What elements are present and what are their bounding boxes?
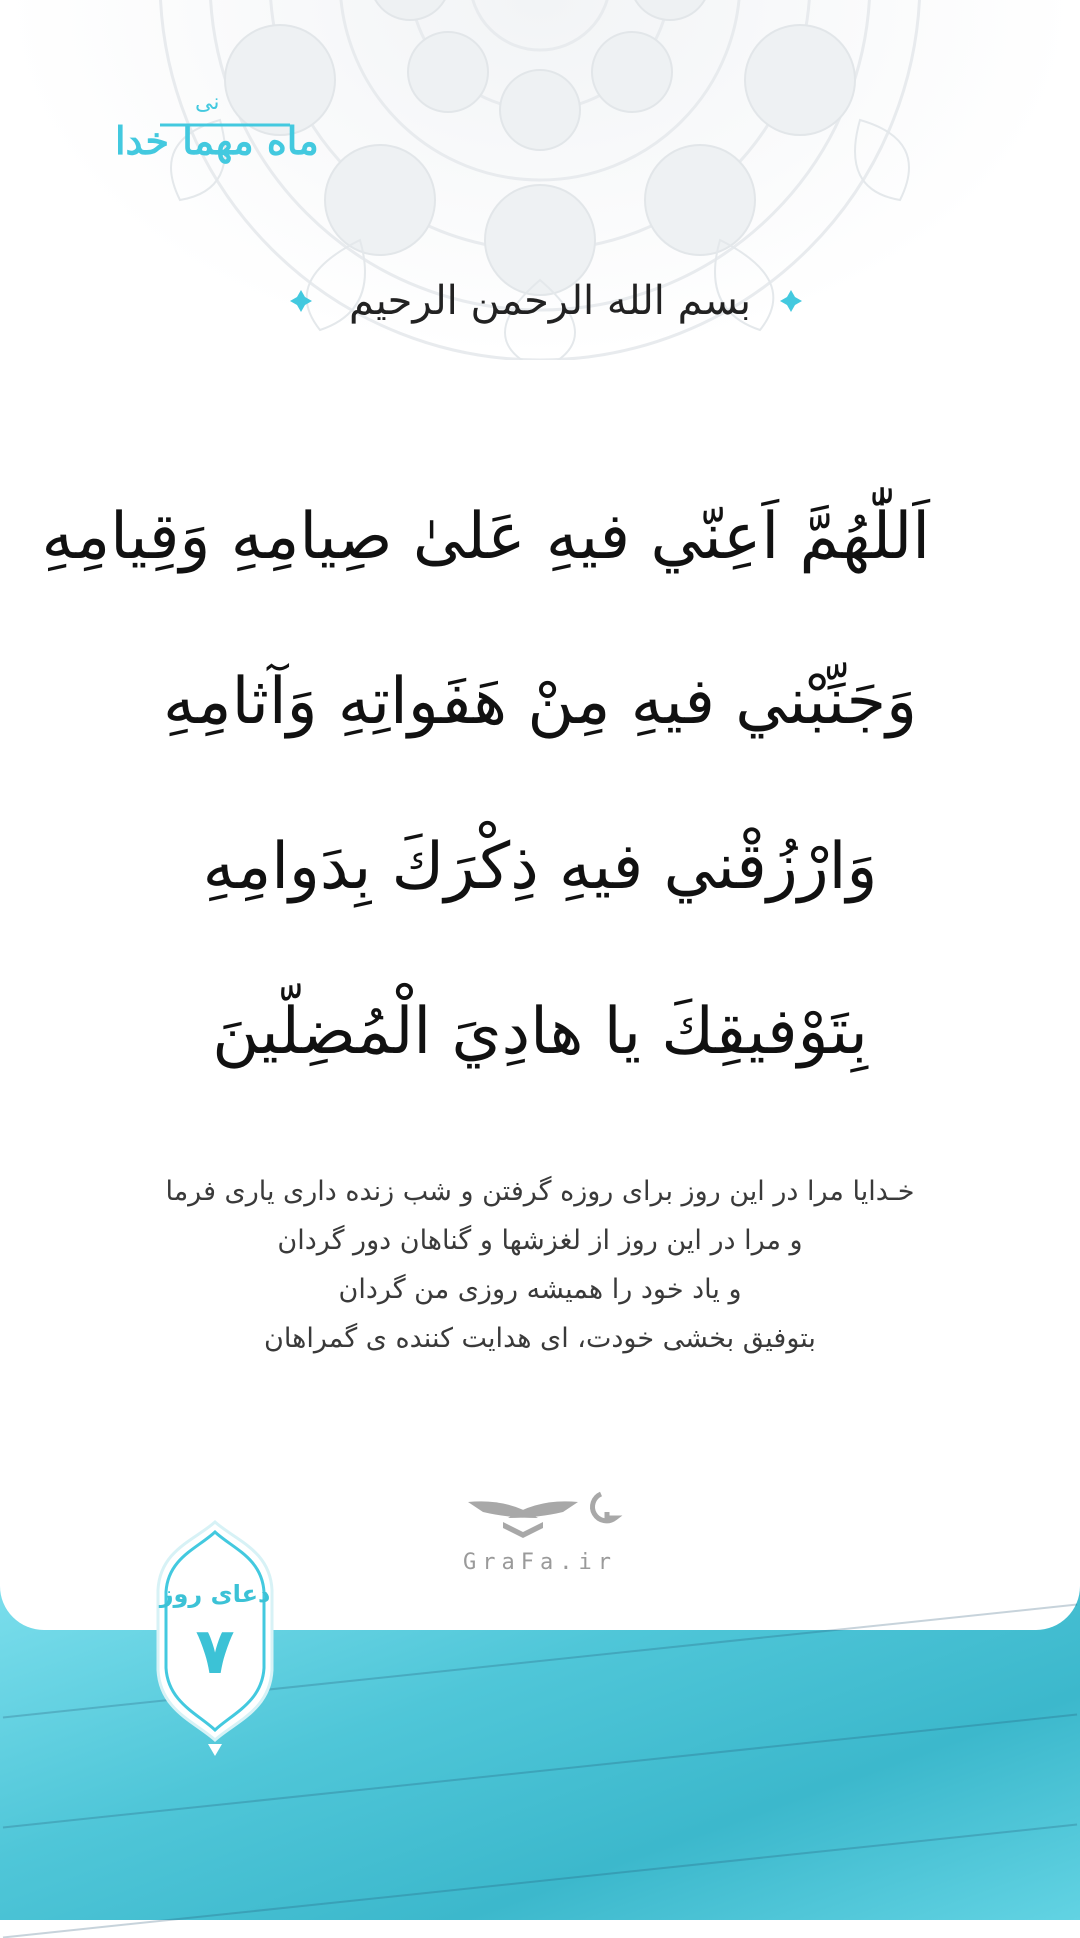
basmala-row — [0, 278, 1080, 338]
prayer-arabic-line-3: وَارْزُقْني فيهِ ذِكْرَكَ بِدَوامِهِ — [202, 830, 878, 904]
diamond-ornament-icon — [780, 290, 802, 312]
prayer-translation-line-4: بتوفیق بخشی خودت، ای هدایت کننده ی گمراهان — [264, 1323, 816, 1354]
header — [0, 0, 1080, 360]
day-badge-number: ۷ — [195, 1615, 235, 1689]
prayer-arabic-line-2: وَجَنِّبْني فيهِ مِنْ هَفَواتِهِ وَآثامِهِ — [162, 665, 918, 739]
day-badge-label: دعای روز — [159, 1580, 271, 1608]
basmala-text: بسم الله الرحمن الرحيم — [348, 278, 752, 324]
manuscript-line — [3, 1824, 1077, 1938]
prayer-translation-line-2: و مرا در این روز از لغزشها و گناهان دور گردان — [277, 1225, 803, 1256]
grafa-site-text: GraFa.ir — [463, 1550, 617, 1575]
diamond-ornament-icon — [290, 290, 312, 312]
grafa-wings-logo-icon — [463, 1488, 623, 1548]
prayer-translation-line-3: و یاد خود را همیشه روزی من گردان — [338, 1274, 742, 1305]
brand-logo-small-text: نی — [195, 90, 220, 115]
prayer-translation-line-1: خـدایا مرا در این روز برای روزه گرفتن و شب زنده داری یاری فرما — [165, 1176, 915, 1207]
brand-logo-text: ماه مهما خدا — [115, 118, 319, 163]
prayer-arabic-line-4: بِتَوْفيقِكَ يا هادِيَ الْمُضِلّينَ — [212, 995, 868, 1069]
prayer-arabic-line-1: اَللّٰهُمَّ اَعِنّي فيهِ عَلىٰ صِيامِهِ وَقِيامِهِ — [41, 500, 930, 574]
